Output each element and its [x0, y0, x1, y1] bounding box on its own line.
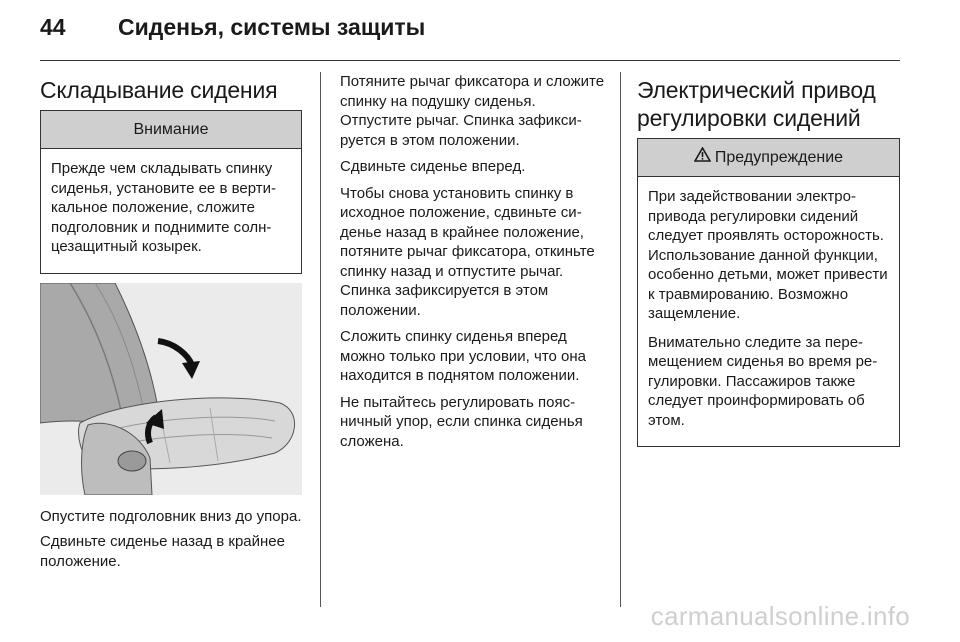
warning-paragraph: Внимательно следите за перемещением сиденья во время регулировки. Пассажиров также следует проинформировать об этом. — [648, 333, 878, 429]
warning-text — [638, 177, 899, 446]
paragraph: Чтобы снова установить спинку в исходное положение, сдвиньте сиденье назад в крайнее положение, потяните рычаг фиксатора, откиньте спинку назад и отпустите рычаг. Спинка зафиксируется в этом положении. — [340, 184, 595, 319]
section-title-seat-folding: Складывание сидения — [40, 77, 278, 103]
warning-triangle-icon — [694, 139, 711, 177]
column-divider-1 — [320, 72, 321, 607]
header-rule — [40, 60, 900, 61]
running-title: Сиденья, системы защиты — [118, 14, 426, 40]
seat-fold-illustration-icon — [40, 283, 302, 495]
column-divider-2 — [620, 72, 621, 607]
paragraph: Опустите подголовник вниз до упора. — [40, 507, 302, 525]
warning-paragraph: При задействовании электропривода регулировки сидений следует проявлять осторожность. Использование данной функции, особенно детьми, может привести к травмированию. Возможно защемление. — [648, 188, 888, 322]
notice-title: Внимание — [41, 111, 301, 149]
left-column — [40, 72, 302, 577]
paragraph: Сдвиньте сиденье назад в крайнее положение. — [40, 533, 285, 570]
notice-box — [40, 110, 302, 274]
right-column — [637, 72, 900, 447]
middle-column — [340, 72, 605, 458]
page-header — [40, 14, 425, 44]
warning-header — [638, 139, 899, 177]
seat-fold-illustration — [40, 283, 302, 495]
notice-text — [41, 149, 301, 273]
paragraph: Потяните рычаг фиксатора и сложите спинку на подушку сиденья. Отпустите рычаг. Спинка зафиксируется в этом положении. — [340, 73, 605, 149]
paragraph: Сложить спинку сиденья вперед можно только при условии, что она находится в поднятом положении. — [340, 328, 586, 384]
paragraph: Сдвиньте сиденье вперед. — [340, 158, 526, 175]
paragraph: Не пытайтесь регулировать поясничный упор, если спинка сиденья сложена. — [340, 393, 583, 450]
section-title-power-seats: Электрический привод регулировки сидений — [637, 77, 876, 131]
notice-paragraph: Прежде чем складывать спинку сиденья, установите ее в вертикальное положение, сложите подголовник и поднимите солнцезащитный козырек. — [51, 160, 276, 255]
watermark: carmanualsonline.info — [650, 601, 910, 631]
warning-title: Предупреждение — [714, 149, 844, 167]
page-number: 44 — [40, 14, 66, 40]
warning-box — [637, 138, 900, 447]
